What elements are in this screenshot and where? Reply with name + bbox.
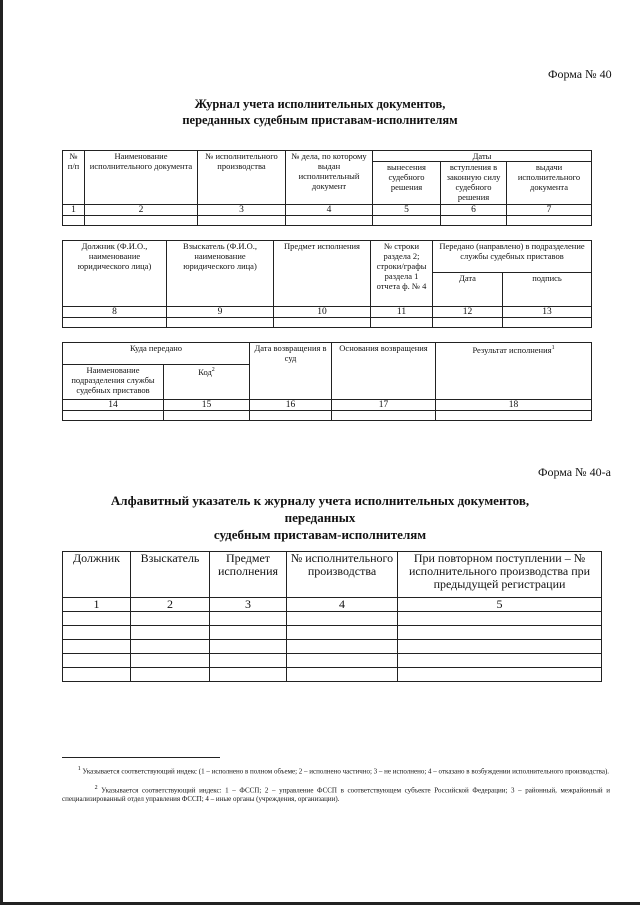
col-number: 3: [210, 598, 287, 612]
col-header-date-issue: выдачи исполнительного документа: [507, 162, 592, 205]
col-number: 11: [371, 307, 433, 318]
table-row: [63, 216, 592, 226]
table-row: [63, 626, 602, 640]
scan-border-left: [0, 0, 3, 905]
table-row: [63, 640, 602, 654]
form-40-label: Форма № 40: [548, 67, 612, 81]
col-number: 1: [63, 598, 131, 612]
footnote-1: [62, 765, 610, 776]
col-header-debtor: Должник: [63, 552, 131, 598]
footnote-separator: [62, 757, 220, 758]
col-header-where-transferred: Куда передано: [63, 343, 250, 365]
col-header-ip-number: № исполнительного производства: [287, 552, 398, 598]
table-row: [63, 411, 592, 421]
col-header-doc-name: Наименование исполнительного документа: [85, 151, 198, 205]
footnote-2-mark: 2: [94, 785, 98, 791]
table-row: [63, 668, 602, 682]
col-header-date-decision: вынесения судебного решения: [373, 162, 441, 205]
col-header-result: [436, 343, 592, 400]
journal-table-part1: [62, 150, 592, 226]
col-header-transferred: Передано (направлено) в подразделение службы судебных приставов: [433, 241, 592, 273]
col-number: 5: [398, 598, 602, 612]
col-header-case-number: № дела, по которому выдан исполнительный документ: [286, 151, 373, 205]
col-number: 14: [63, 400, 164, 411]
col-header-subject: Предмет исполнения: [274, 241, 371, 307]
form-40-title-line1: Журнал учета исполнительных документов,: [194, 97, 446, 111]
col-header-signature: подпись: [503, 273, 592, 307]
col-header-return-reason: Основания возвращения: [332, 343, 436, 400]
table-row: [63, 318, 592, 328]
col-number: 15: [164, 400, 250, 411]
col-header-debtor: Должник (Ф.И.О., наименование юридического лица): [63, 241, 167, 307]
form-40a-label: Форма № 40-а: [538, 465, 611, 479]
col-number: 6: [441, 205, 507, 216]
col-header-unit-name: Наименование подразделения службы судебных приставов: [63, 365, 164, 400]
col-number: 1: [63, 205, 85, 216]
form-40-title-line2: переданных судебным приставам-исполнителям: [182, 113, 458, 127]
col-number: 3: [198, 205, 286, 216]
col-header-return-date: Дата возвращения в суд: [250, 343, 332, 400]
col-number: 5: [373, 205, 441, 216]
form-40a-title-line1: Алфавитный указатель к журналу учета исполнительных документов, переданных: [110, 493, 530, 525]
col-number: 2: [85, 205, 198, 216]
journal-table-part2: [62, 240, 592, 328]
footnote-1-mark: 1: [77, 766, 81, 772]
col-header-report-row: № строки раздела 2; строки/графы раздела 1 отчета ф. № 4: [371, 241, 433, 307]
col-number: 9: [167, 307, 274, 318]
col-header-previous-registration: При повторном поступлении – № исполнительного производства при предыдущей регистрации: [398, 552, 602, 598]
col-number: 2: [131, 598, 210, 612]
code-label: Код: [198, 366, 212, 377]
col-header-date-effective: вступления в законную силу судебного решения: [441, 162, 507, 205]
col-number: 4: [286, 205, 373, 216]
form-40-title: [90, 96, 550, 128]
col-header-subject: Предмет исполнения: [210, 552, 287, 598]
result-label: Результат исполнения: [472, 344, 552, 355]
col-number: 16: [250, 400, 332, 411]
table-row: [63, 654, 602, 668]
footnote-ref-2: 2: [211, 367, 215, 373]
col-number: 8: [63, 307, 167, 318]
footnote-1-text: Указывается соответствующий индекс (1 – исполнено в полном объеме; 2 – исполнено частично; 3 – не исполнено; 4 – отказано в возбуждении исполнительного производства).: [82, 767, 610, 776]
table-row: [63, 612, 602, 626]
col-header-transfer-date: Дата: [433, 273, 503, 307]
col-header-num: № п/п: [63, 151, 85, 205]
col-header-dates: Даты: [373, 151, 592, 162]
footnote-2: [62, 784, 610, 804]
col-number: 17: [332, 400, 436, 411]
form-40a-title-line2: судебным приставам-исполнителям: [213, 527, 427, 542]
footnote-ref-1: 1: [551, 345, 555, 351]
alphabetical-index-table: [62, 551, 602, 682]
form-40a-title: [80, 492, 560, 543]
col-number: 13: [503, 307, 592, 318]
col-header-code: [164, 365, 250, 400]
col-number: 18: [436, 400, 592, 411]
col-number: 10: [274, 307, 371, 318]
col-number: 4: [287, 598, 398, 612]
col-number: 7: [507, 205, 592, 216]
col-header-ip-number: № исполнительного производства: [198, 151, 286, 205]
col-header-claimant: Взыскатель (Ф.И.О., наименование юридического лица): [167, 241, 274, 307]
footnote-2-text: Указывается соответствующий индекс: 1 – ФССП; 2 – управление ФССП в соответствующем субъекте Российской Федерации; 3 – районный, межрайонный и специализированный отдел управления ФССП; 4 – иные органы (учреждения, организации).: [62, 786, 611, 804]
col-header-claimant: Взыскатель: [131, 552, 210, 598]
col-number: 12: [433, 307, 503, 318]
journal-table-part3: [62, 342, 592, 421]
